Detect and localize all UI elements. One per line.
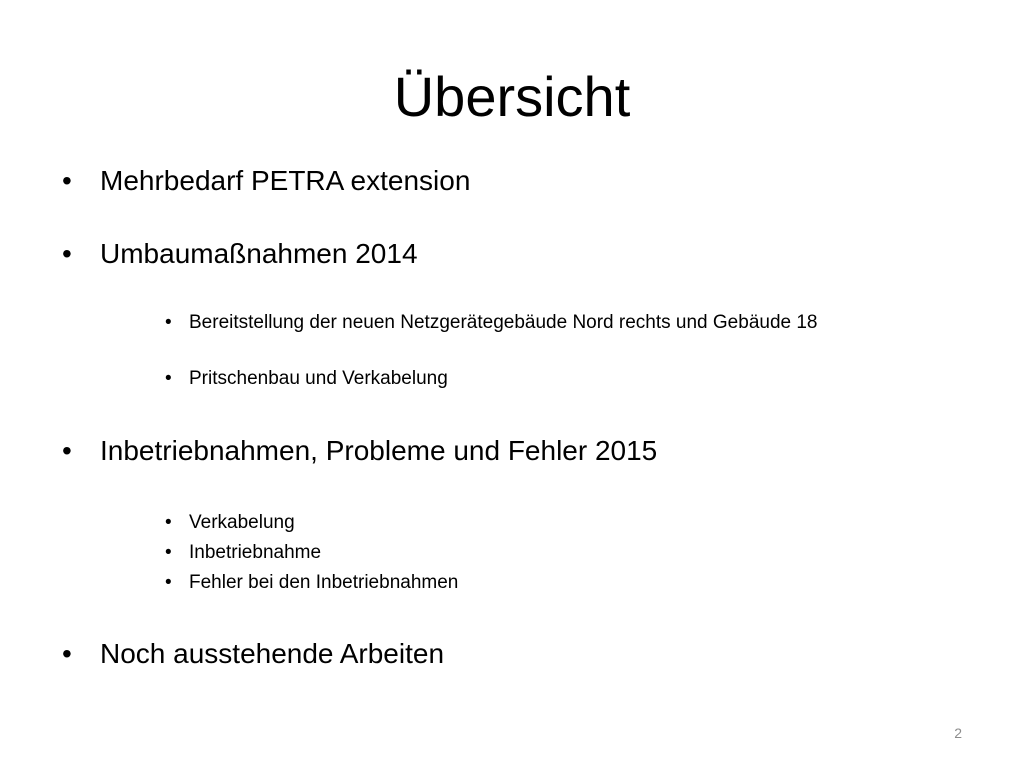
bullet-item-level1 [62,637,444,671]
bullet-item-level2 [165,541,949,565]
bullet-icon: • [165,542,172,563]
bullet-text: Noch ausstehende Arbeiten [100,638,445,669]
bullet-item-level1 [62,434,657,468]
bullet-item-level2 [165,311,949,335]
bullet-icon: • [165,368,172,389]
bullet-text: Inbetriebnahme [189,542,322,563]
bullet-icon: • [165,512,172,533]
page-number: 2 [954,725,962,741]
bullet-item-level2 [165,367,949,391]
bullet-item-level2 [165,511,949,535]
bullet-item-level1 [62,164,470,198]
bullet-icon: • [62,238,72,269]
bullet-item-level1 [62,237,418,271]
bullet-text: Umbaumaßnahmen 2014 [100,238,418,269]
bullet-icon: • [62,638,72,669]
bullet-text: Pritschenbau und Verkabelung [189,368,448,389]
bullet-icon: • [165,572,172,593]
bullet-icon: • [62,165,72,196]
bullet-text: Fehler bei den Inbetriebnahmen [189,572,459,593]
bullet-item-level2 [165,571,949,595]
bullet-icon: • [165,312,172,333]
bullet-text: Verkabelung [189,512,295,533]
bullet-text: Bereitstellung der neuen Netzgerätegebäude Nord rechts und Gebäude 18 [189,312,818,333]
bullet-text: Mehrbedarf PETRA extension [100,165,471,196]
bullet-icon: • [62,435,72,466]
slide-title: Übersicht [393,65,631,128]
bullet-text: Inbetriebnahmen, Probleme und Fehler 2015 [100,435,658,466]
